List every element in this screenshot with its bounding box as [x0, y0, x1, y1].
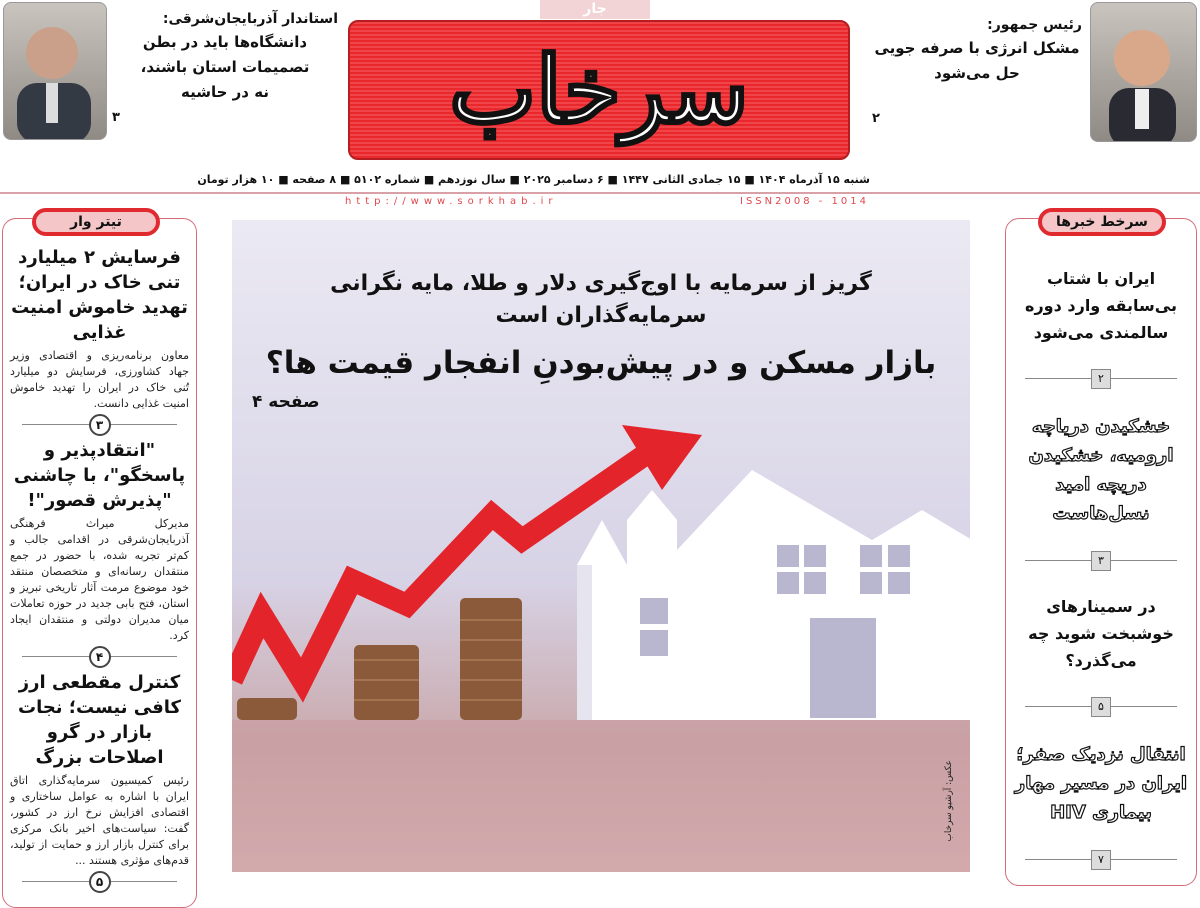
left-story[interactable]	[10, 245, 189, 412]
dateline: شنبه ۱۵ آذرماه ۱۴۰۴ ■ ۱۵ جمادی الثانی ۱۴۴۷ ■ ۶ دسامبر ۲۰۲۵ ■ سال نوزدهم ■ شماره ۵۱۰۲ ■ ۸ صفحه ■ ۱۰ هزار تومان	[197, 173, 870, 186]
page-number: ۵	[89, 871, 111, 893]
left-body: مدیرکل میراث فرهنگی آذربایجان‌شرقی در اقدامی جالب و کم‌تر تجربه شده، با حضور در جمع منتقدان رسانه‌ای و متخصصان منتقد خود موضوع مرمت آثار تاریخی تبریز و استان، فتح بابی جدید در حوزه تعاملات میان مدیران دولتی و منتقدان ایجاد کرد.	[10, 517, 189, 642]
top-right-story[interactable]	[872, 14, 1082, 128]
left-story[interactable]	[10, 670, 189, 869]
top-left-line: تصمیمات استان باشند،	[140, 58, 310, 76]
right-headline[interactable]: خشکیدن دریاچه ارومیه، خشکیدن دریچه امید نسل‌هاست	[1028, 415, 1174, 524]
top-right-line: مشکل انرژی با صرفه جویی	[874, 39, 1080, 57]
separator	[1013, 366, 1189, 392]
separator	[1013, 548, 1189, 574]
website-url[interactable]: http://www.sorkhab.ir	[345, 196, 558, 207]
issn: ISSN2008 - 1014	[740, 196, 869, 207]
left-body: معاون برنامه‌ریزی و اقتصادی وزیر جهاد کشاورزی، فرسایش دو میلیارد تُنی خاک در ایران را تهدید خاموش امنیت غذایی دانست.	[10, 349, 189, 410]
photo-credit: عکس: آرشیو سرخاب	[944, 760, 954, 842]
separator	[10, 644, 189, 670]
right-column	[1005, 218, 1197, 886]
page-number: ۳	[1091, 551, 1111, 571]
logo-badge: جار	[540, 0, 650, 19]
top-left-line: دانشگاه‌ها باید در بطن	[142, 33, 308, 51]
left-column	[2, 218, 197, 908]
main-text-block	[252, 268, 950, 414]
page-number: ۲	[1091, 369, 1111, 389]
left-headline[interactable]: "انتقادپذیر و پاسخگو"، با چاشنی "پذیرش قصور"!	[13, 440, 186, 511]
separator	[1013, 847, 1189, 873]
main-page-ref: صفحه ۴	[252, 392, 320, 412]
right-column-tag: سرخط خبرها	[1038, 208, 1166, 236]
masthead-logo	[348, 20, 850, 160]
top-right-line: حل می‌شود	[934, 64, 1020, 82]
governor-photo	[3, 2, 107, 140]
page-number: ۵	[1091, 697, 1111, 717]
header-divider	[0, 192, 1200, 194]
page-number: ۴	[89, 646, 111, 668]
top-right-kicker: رئیس جمهور:	[987, 17, 1082, 33]
page-number: ۷	[1091, 850, 1111, 870]
page-number: ۳	[89, 414, 111, 436]
top-left-page: ۳	[112, 110, 120, 125]
separator	[10, 869, 189, 895]
right-headline[interactable]: انتقال نزدیک صفر؛ ایران در مسیر مهار بیماری HIV	[1014, 744, 1188, 824]
top-left-story[interactable]	[112, 8, 338, 127]
main-subheadline: گریز از سرمایه با اوج‌گیری دلار و طلا، مایه نگرانی سرمایه‌گذاران است	[330, 271, 872, 328]
main-headline[interactable]: بازار مسکن و در پیش‌بودنِ انفجار قیمت ها؟	[265, 345, 937, 381]
separator	[1013, 694, 1189, 720]
house-icon	[577, 470, 970, 720]
separator	[10, 412, 189, 438]
top-left-kicker: استاندار آذربایجان‌شرقی:	[162, 11, 338, 27]
left-story[interactable]	[10, 438, 189, 644]
main-story[interactable]	[232, 220, 970, 872]
left-body: رئیس کمیسیون سرمایه‌گذاری اتاق ایران با اشاره به عوامل ساختاری و اقتصادی افزایش نرخ ارز در کشور، گفت: سیاست‌های اخیر بانک مرکزی برای کنترل بازار ارز و حمایت از تولید، قدم‌های مؤثری هستند ...	[10, 774, 189, 867]
top-left-line: نه در حاشیه	[181, 83, 269, 101]
left-headline[interactable]: فرسایش ۲ میلیارد تنی خاک در ایران؛ تهدید خاموش امنیت غذایی	[11, 247, 188, 343]
logo-text: سرخاب	[449, 36, 749, 144]
top-right-page: ۲	[872, 111, 880, 126]
president-photo	[1090, 2, 1197, 142]
left-headline[interactable]: کنترل مقطعی ارز کافی نیست؛ نجات بازار در گرو اصلاحات بزرگ	[17, 672, 181, 768]
right-headline[interactable]: در سمینارهای خوشبخت شوید چه می‌گذرد؟	[1028, 597, 1174, 671]
left-column-tag: تیتر وار	[32, 208, 160, 236]
right-headline[interactable]: ایران با شتاب بی‌سابقه وارد دوره سالمندی می‌شود	[1025, 268, 1177, 342]
